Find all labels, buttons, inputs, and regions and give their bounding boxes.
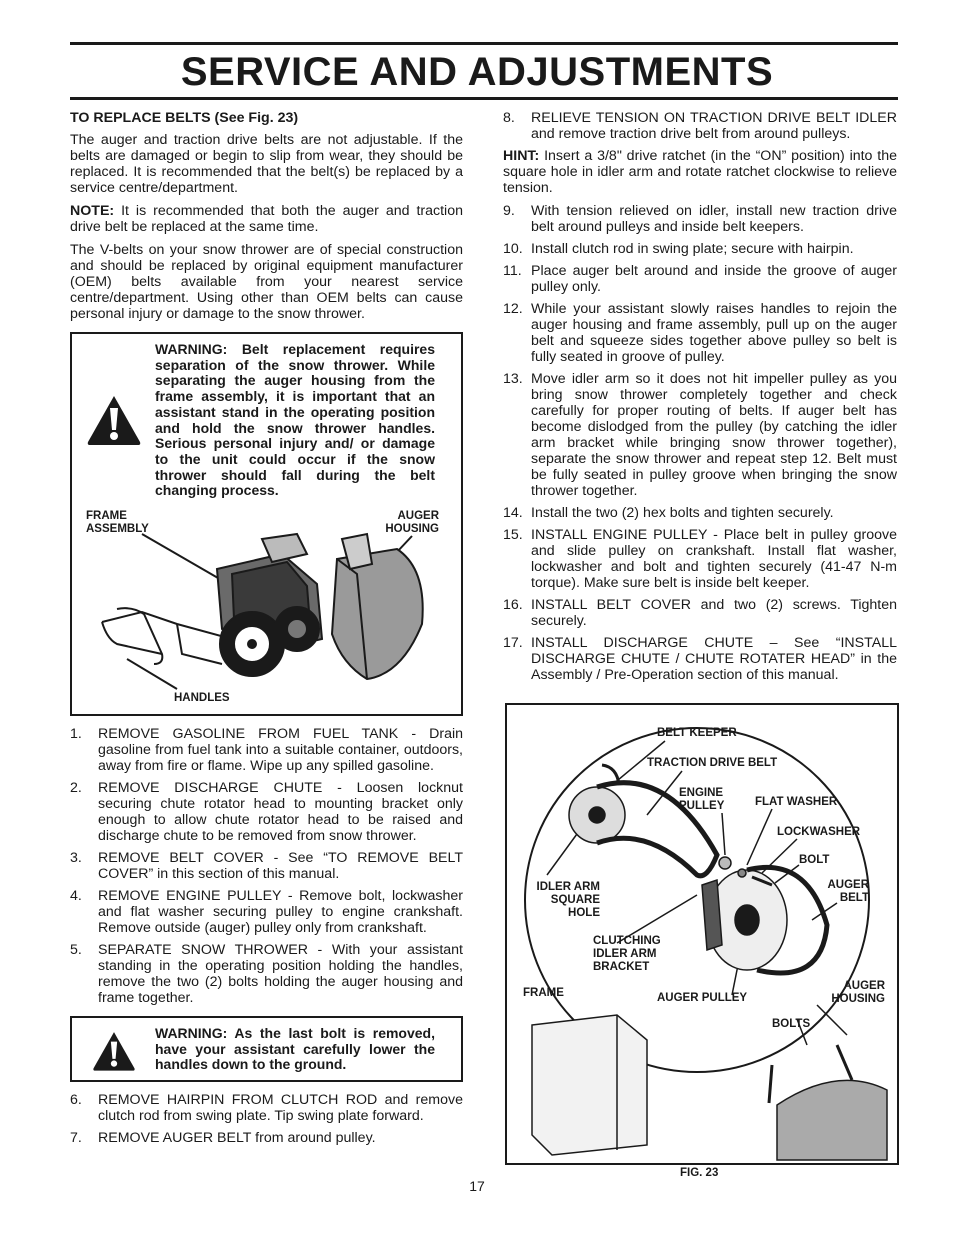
steps-list-2	[70, 1092, 463, 1146]
top-rule	[70, 42, 898, 45]
list-item: 2. REMOVE DISCHARGE CHUTE - Loosen locknut securing chute rotator head to mounting bracket only enough to allow chute rotator head to be raised and discharge chute to be removed from snow thrower.	[70, 780, 463, 844]
list-item: 12. While your assistant slowly raises handles to rejoin the auger housing and frame assembly, pull up on the auger belt and squeeze sides together above pulley so belt is fully seated in groove of pulley.	[503, 301, 897, 365]
steps-list-4	[503, 203, 897, 683]
warning-triangle-icon	[84, 392, 144, 448]
oem-paragraph: The V-belts on your snow thrower are of special construction and should be replaced by original equipment manufacturer (OEM) belts available from your nearest service centre/department. Using other than OEM belts can cause personal injury or damage to the snow thrower.	[70, 242, 463, 322]
note-text: It is recommended that both the auger and traction drive belt be replaced at the same time.	[70, 203, 463, 235]
left-column	[70, 110, 463, 1152]
list-item: 9. With tension relieved on idler, install new traction drive belt around pulleys and inside belt keepers.	[503, 203, 897, 235]
note-paragraph	[70, 203, 463, 235]
label-lockwasher: LOCKWASHER	[777, 826, 861, 838]
steps-list-3	[503, 110, 897, 142]
list-item: 5. SEPARATE SNOW THROWER - With your assistant standing in the operating position holding the handles, remove the two (2) bolts holding the auger housing and frame together.	[70, 942, 463, 1006]
hint-paragraph	[503, 148, 897, 196]
steps-list-1	[70, 726, 463, 1006]
list-item: 1. REMOVE GASOLINE FROM FUEL TANK - Drain gasoline from fuel tank into a suitable container, outdoors, away from fire or flame. Wipe up any spilled gasoline.	[70, 726, 463, 774]
label-auger-belt: AUGER BELT	[827, 879, 869, 904]
list-item: 4. REMOVE ENGINE PULLEY - Remove bolt, lockwasher and flat washer securing pulley to engine crankshaft. Remove outside (auger) pulley only from crankshaft.	[70, 888, 463, 936]
label-idler-arm-square-hole: IDLER ARM SQUARE HOLE	[536, 881, 600, 919]
warning-text: WARNING: As the last bolt is removed, have your assistant carefully lower the handles down to the ground.	[155, 1025, 435, 1073]
list-item: 15. INSTALL ENGINE PULLEY - Place belt in pulley groove and slide pulley on crankshaft. Install flat washer, lockwasher and bolt and tighten securely (41-47 N-m torque). Make sure belt is inside belt keeper.	[503, 527, 897, 591]
list-item: 8. RELIEVE TENSION ON TRACTION DRIVE BELT IDLER and remove traction drive belt from around pulleys.	[503, 110, 897, 142]
label-frame-assembly: FRAME ASSEMBLY	[86, 510, 149, 535]
section-heading: TO REPLACE BELTS (See Fig. 23)	[70, 110, 299, 126]
list-item: 13. Move idler arm so it does not hit impeller pulley as you bring snow thrower completely together and check carefully for proper routing of belts. If auger belt has become dislodged from the pulley (by catching the idler arm bracket while bringing snow thrower together), separate the snow thrower and repeat step 12. Belt must be fully seated in pulley groove when bringing the snow thrower together.	[503, 371, 897, 499]
title-rule	[70, 97, 898, 100]
list-item: 14. Install the two (2) hex bolts and tighten securely.	[503, 505, 834, 521]
list-item: 6. REMOVE HAIRPIN FROM CLUTCH ROD and remove clutch rod from swing plate. Tip swing plate forward.	[70, 1092, 463, 1124]
label-handles: HANDLES	[174, 692, 230, 704]
list-item: 11. Place auger belt around and inside the groove of auger pulley only.	[503, 263, 897, 295]
hint-label: HINT:	[503, 148, 540, 164]
note-label: NOTE:	[70, 203, 115, 219]
warning-text: WARNING: Belt replacement requires separation of the snow thrower. While separating the auger housing from the frame assembly, it is important that an assistant stand in the operating position and hold the snow thrower handles. Serious personal injury and/ or damage to the unit could occur if the snow thrower should fall during the belt changing process.	[155, 341, 435, 499]
snow-thrower-illustration	[82, 514, 452, 694]
intro-paragraph: The auger and traction drive belts are not adjustable. If the belts are damaged or begin to slip from wear, they should be replaced. It is recommended that the belt(s) be replaced by a service centre/department.	[70, 132, 463, 196]
page-title: SERVICE AND ADJUSTMENTS	[180, 50, 774, 94]
list-item: 7. REMOVE AUGER BELT from around pulley.	[70, 1130, 376, 1146]
hint-text: Insert a 3/8" drive ratchet (in the “ON” position) into the square hole in idler arm and rotate ratchet clockwise to relieve tension.	[503, 148, 897, 196]
label-auger-housing: AUGER HOUSING	[385, 510, 439, 535]
label-frame: FRAME	[523, 987, 564, 999]
label-traction-drive-belt: TRACTION DRIVE BELT	[647, 757, 778, 769]
label-bolts: BOLTS	[772, 1018, 811, 1030]
label-bolt: BOLT	[799, 854, 830, 866]
warning-triangle-icon	[84, 1029, 144, 1073]
list-item: 3. REMOVE BELT COVER - See “TO REMOVE BELT COVER” in this section of this manual.	[70, 850, 463, 882]
right-column	[503, 110, 897, 689]
figure-23	[505, 703, 899, 1165]
list-item: 17. INSTALL DISCHARGE CHUTE – See “INSTALL DISCHARGE CHUTE / CHUTE ROTATER HEAD” in the Assembly / Pre-Operation section of this manual.	[503, 635, 897, 683]
label-clutching-idler-arm-bracket: CLUTCHING IDLER ARM BRACKET	[593, 935, 661, 973]
belt-assembly-illustration	[507, 705, 897, 1163]
label-auger-housing: AUGER HOUSING	[831, 980, 885, 1005]
list-item: 10. Install clutch rod in swing plate; secure with hairpin.	[503, 241, 854, 257]
list-item: 16. INSTALL BELT COVER and two (2) screws. Tighten securely.	[503, 597, 897, 629]
page-number: 17	[469, 1178, 485, 1194]
label-flat-washer: FLAT WASHER	[755, 796, 838, 808]
label-engine-pulley: ENGINE PULLEY	[679, 787, 725, 812]
label-auger-pulley: AUGER PULLEY	[657, 992, 748, 1004]
warning-box-last-bolt	[70, 1016, 463, 1082]
label-belt-keeper: BELT KEEPER	[657, 727, 737, 739]
warning-box-belt-replacement	[70, 332, 463, 716]
figure-caption: FIG. 23	[680, 1167, 719, 1179]
